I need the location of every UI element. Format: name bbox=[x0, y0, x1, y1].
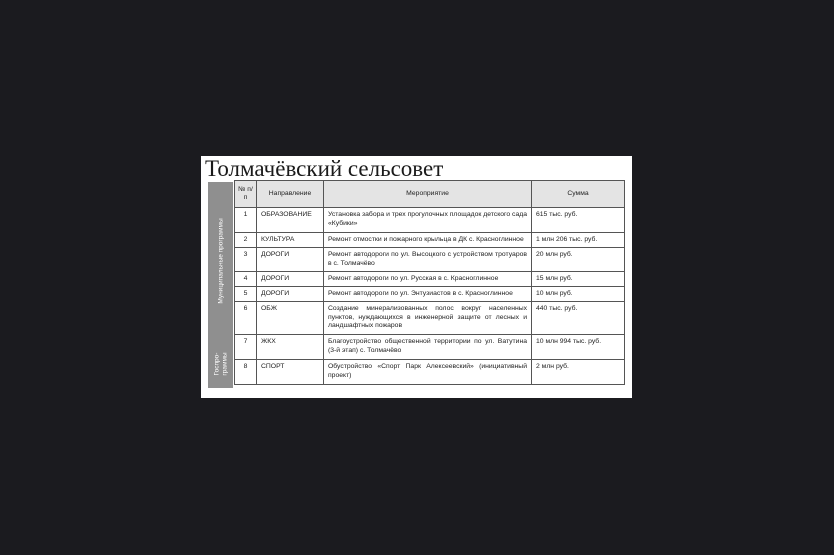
table-row bbox=[235, 208, 625, 233]
row-amount: 1 млн 206 тыс. руб. bbox=[532, 233, 625, 248]
sidebar-group-label: Госпро-граммы bbox=[213, 352, 228, 376]
row-event: Ремонт автодороги по ул. Русская в с. Красноглинное bbox=[324, 272, 532, 287]
header-num: № п/п bbox=[235, 181, 257, 208]
row-num: 4 bbox=[235, 272, 257, 287]
table-row bbox=[235, 335, 625, 360]
row-direction: СПОРТ bbox=[257, 360, 324, 385]
row-amount: 440 тыс. руб. bbox=[532, 302, 625, 335]
sidebar-group-municipal bbox=[208, 182, 233, 340]
row-event: Ремонт автодороги по ул. Высоцкого с устройством тротуаров в с. Толмачёво bbox=[324, 248, 532, 272]
row-event: Ремонт автодороги по ул. Энтузиастов в с. Красноглинное bbox=[324, 287, 532, 302]
row-num: 2 bbox=[235, 233, 257, 248]
row-num: 5 bbox=[235, 287, 257, 302]
row-event: Установка забора и трех прогулочных площадок детского сада «Кубики» bbox=[324, 208, 532, 233]
header-amount: Сумма bbox=[532, 181, 625, 208]
row-num: 6 bbox=[235, 302, 257, 335]
row-amount: 615 тыс. руб. bbox=[532, 208, 625, 233]
row-direction: ОБРАЗОВАНИЕ bbox=[257, 208, 324, 233]
row-num: 1 bbox=[235, 208, 257, 233]
row-direction: ОБЖ bbox=[257, 302, 324, 335]
row-num: 7 bbox=[235, 335, 257, 360]
table-header-row bbox=[235, 181, 625, 208]
row-amount: 2 млн руб. bbox=[532, 360, 625, 385]
events-table bbox=[234, 180, 625, 385]
row-amount: 15 млн руб. bbox=[532, 272, 625, 287]
table-row bbox=[235, 248, 625, 272]
row-direction: ДОРОГИ bbox=[257, 287, 324, 302]
table-row bbox=[235, 287, 625, 302]
table-row bbox=[235, 360, 625, 385]
slide-title: Толмачёвский сельсовет bbox=[205, 156, 444, 181]
row-num: 3 bbox=[235, 248, 257, 272]
row-event: Ремонт отмостки и пожарного крыльца в ДК с. Красноглинное bbox=[324, 233, 532, 248]
table-row bbox=[235, 302, 625, 335]
row-direction: ЖКХ bbox=[257, 335, 324, 360]
row-direction: ДОРОГИ bbox=[257, 248, 324, 272]
sidebar-group-label: Муниципальные программы bbox=[216, 218, 224, 304]
header-event: Мероприятие bbox=[324, 181, 532, 208]
row-direction: КУЛЬТУРА bbox=[257, 233, 324, 248]
sidebar-group-state bbox=[208, 340, 233, 388]
row-amount: 20 млн руб. bbox=[532, 248, 625, 272]
header-direction: Направление bbox=[257, 181, 324, 208]
row-event: Обустройство «Спорт Парк Алексеевский» (инициативный проект) bbox=[324, 360, 532, 385]
row-event: Благоустройство общественной территории по ул. Ватутина (3-й этап) с. Толмачёво bbox=[324, 335, 532, 360]
slide bbox=[201, 156, 632, 398]
row-amount: 10 млн 994 тыс. руб. bbox=[532, 335, 625, 360]
table-row bbox=[235, 272, 625, 287]
row-event: Создание минерализованных полос вокруг населенных пунктов, нуждающихся в инженерной защите от лесных и ландшафтных пожаров bbox=[324, 302, 532, 335]
row-direction: ДОРОГИ bbox=[257, 272, 324, 287]
table-row bbox=[235, 233, 625, 248]
row-amount: 10 млн руб. bbox=[532, 287, 625, 302]
row-num: 8 bbox=[235, 360, 257, 385]
